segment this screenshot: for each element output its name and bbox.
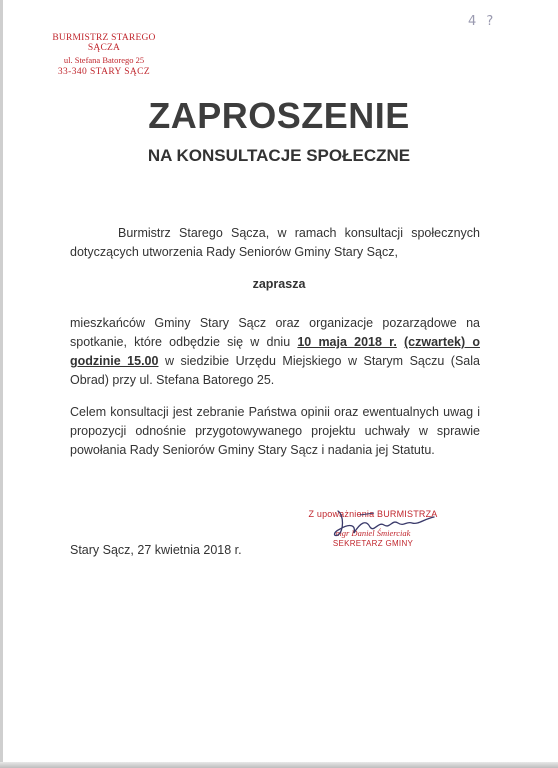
handwritten-corner-note: 4 ? [468,14,497,29]
signature-stamp-line-1: Z upoważnienia BURMISTRZA [308,509,438,519]
meeting-time: (czwartek) o godzinie 15.00 [70,335,480,368]
paragraph-purpose: Celem konsultacji jest zebranie Państwa opinii oraz ewentualnych uwag i propozycji odnośnie przygotowywanego projektu uchwały w sprawie powołania Rady Seniorów Gminy Stary Sącz i nadania jej Statutu. [70,405,480,457]
place-date: Stary Sącz, 27 kwietnia 2018 r. [70,543,242,557]
invite-word: zaprasza [252,277,306,291]
meeting-date: 10 maja 2018 r. [297,335,397,349]
meeting-text-before: mieszkańców Gminy Stary Sącz oraz organizacje pozarządowe na spotkanie, które odbędzie się w dniu [70,316,480,349]
meeting-space [397,335,404,349]
signature-stamp-line-2: mgr Daniel Śmierciak [335,528,411,538]
signature-stamp-line-3: SEKRETARZ GMINY [332,539,414,548]
paragraph-intro: Burmistrz Starego Sącza, w ramach konsultacji społecznych dotyczących utworzenia Rady Seniorów Gminy Stary Sącz, [70,226,480,259]
stamp-line-2: ul. Stefana Batorego 25 [63,55,145,65]
meeting-text-after: w siedzibie Urzędu Miejskiego w Starym Sączu (Sala Obrad) przy ul. Stefana Batorego 25. [70,354,480,387]
paragraph-meeting [70,314,480,390]
stamp-line-1: BURMISTRZ STAREGO SĄCZA [52,33,156,53]
handwritten-signature [330,505,440,541]
scan-edge-bottom [0,762,558,768]
office-stamp [40,33,168,77]
document-subtitle: NA KONSULTACJE SPOŁECZNE [147,146,411,165]
document-title: ZAPROSZENIE [148,95,410,136]
stamp-line-3: 33-340 STARY SĄCZ [57,67,151,77]
